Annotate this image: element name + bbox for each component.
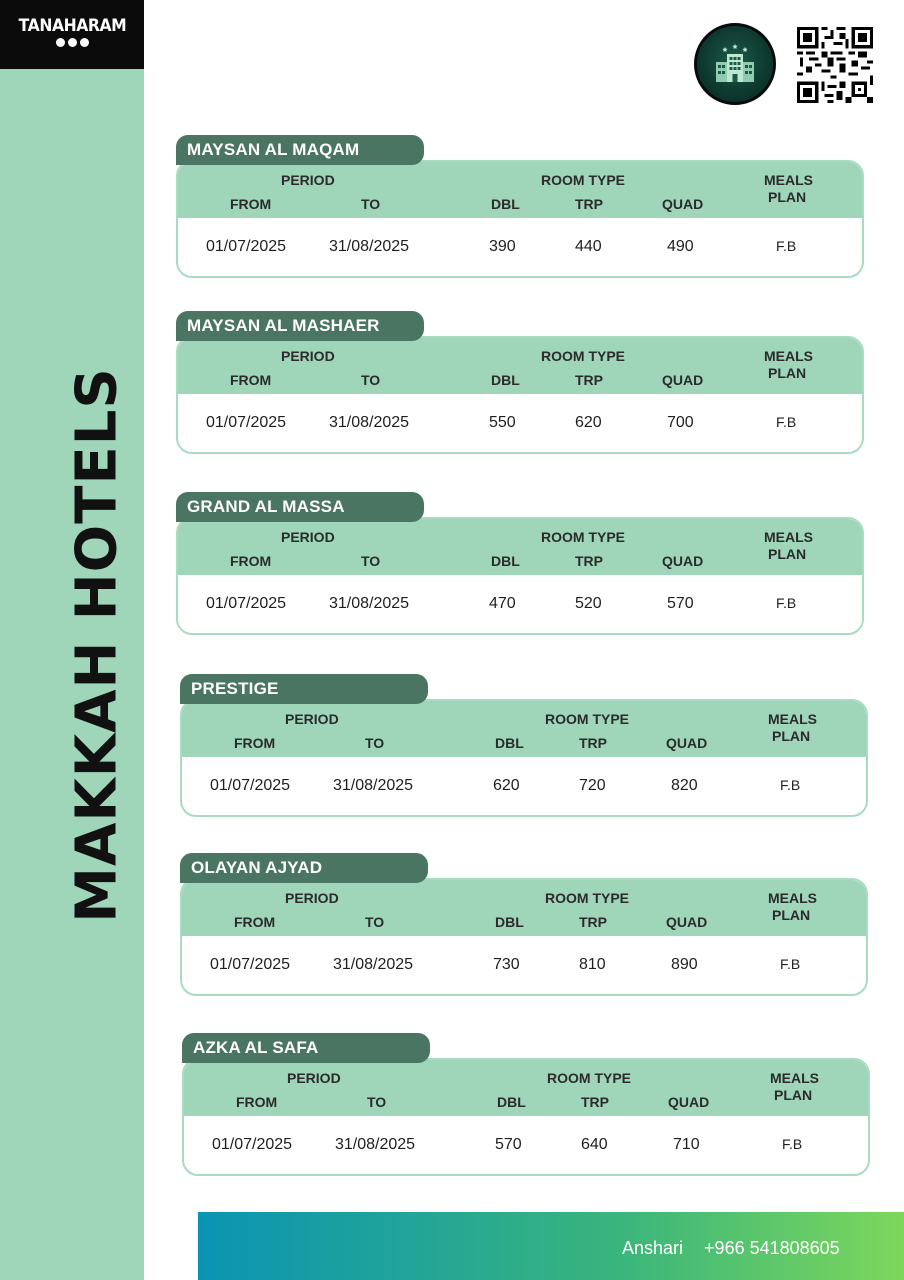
to-label: TO [367,1094,387,1110]
from-label: FROM [234,735,276,751]
to-label: TO [365,735,385,751]
dbl-price: 390 [489,238,516,255]
table-header [182,880,866,936]
meals-plan: F.B [776,595,797,611]
to-date: 31/08/2025 [335,1136,416,1153]
hotel-name: OLAYAN AJYAD [180,853,428,883]
quad-price: 890 [671,956,698,973]
plan-label: PLAN [768,365,807,381]
trp-price: 520 [575,595,602,612]
contact-phone: +966 541808605 [704,1238,840,1258]
trp-label: TRP [575,372,603,388]
rate-table [176,160,864,278]
dbl-label: DBL [491,553,520,569]
room-type-label: ROOM TYPE [541,348,626,364]
hotel-name: AZKA AL SAFA [182,1033,430,1063]
quad-label: QUAD [668,1094,710,1110]
dbl-label: DBL [491,372,520,388]
room-type-label: ROOM TYPE [547,1070,632,1086]
plan-label: PLAN [768,189,807,205]
period-label: PERIOD [281,529,335,545]
from-label: FROM [230,553,272,569]
to-label: TO [361,196,381,212]
plan-label: PLAN [772,907,811,923]
quad-price: 490 [667,238,694,255]
dbl-label: DBL [495,914,524,930]
plan-label: PLAN [768,546,807,562]
quad-label: QUAD [662,196,704,212]
meals-plan: F.B [780,956,801,972]
meals-label: MEALS [770,1070,819,1086]
trp-label: TRP [579,735,607,751]
rate-table [180,699,868,817]
quad-label: QUAD [662,553,704,569]
page-title: MAKKAH HOTELS [64,367,130,923]
meals-label: MEALS [764,348,813,364]
table-header [184,1060,868,1116]
table-header [178,162,862,218]
trp-label: TRP [575,196,603,212]
from-date: 01/07/2025 [206,595,287,612]
brand-logo [0,0,144,69]
table-header [182,701,866,757]
quad-price: 570 [667,595,694,612]
quad-price: 710 [673,1136,700,1153]
to-date: 31/08/2025 [329,595,410,612]
trp-price: 440 [575,238,602,255]
brand-name: TANAHARAM [18,16,126,36]
hotel-name: GRAND AL MASSA [176,492,424,522]
hotel-building-icon [694,23,776,105]
meals-label: MEALS [764,529,813,545]
from-label: FROM [230,372,272,388]
rate-table [182,1058,870,1176]
from-date: 01/07/2025 [212,1136,293,1153]
period-label: PERIOD [281,172,335,188]
meals-plan: F.B [776,238,797,254]
dbl-label: DBL [491,196,520,212]
quad-price: 820 [671,777,698,794]
dbl-price: 470 [489,595,516,612]
period-label: PERIOD [285,711,339,727]
to-label: TO [361,553,381,569]
trp-price: 810 [579,956,606,973]
from-date: 01/07/2025 [206,414,287,431]
from-date: 01/07/2025 [210,777,291,794]
footer-contact [622,1238,840,1259]
dbl-price: 570 [495,1136,522,1153]
to-label: TO [361,372,381,388]
from-label: FROM [234,914,276,930]
plan-label: PLAN [772,728,811,744]
meals-label: MEALS [768,711,817,727]
table-header [178,519,862,575]
qr-code-icon [797,27,873,103]
dbl-label: DBL [495,735,524,751]
meals-plan: F.B [776,414,797,430]
room-type-label: ROOM TYPE [541,172,626,188]
to-date: 31/08/2025 [333,777,414,794]
trp-label: TRP [575,553,603,569]
quad-label: QUAD [666,914,708,930]
room-type-label: ROOM TYPE [545,711,630,727]
room-type-label: ROOM TYPE [545,890,630,906]
to-date: 31/08/2025 [333,956,414,973]
period-label: PERIOD [287,1070,341,1086]
quad-label: QUAD [666,735,708,751]
from-label: FROM [230,196,272,212]
rate-table [176,336,864,454]
meals-plan: F.B [782,1136,803,1152]
dbl-label: DBL [497,1094,526,1110]
from-date: 01/07/2025 [206,238,287,255]
period-label: PERIOD [281,348,335,364]
brand-dots [0,38,144,47]
table-header [178,338,862,394]
hotel-name: MAYSAN AL MASHAER [176,311,424,341]
trp-price: 720 [579,777,606,794]
to-date: 31/08/2025 [329,238,410,255]
to-label: TO [365,914,385,930]
meals-plan: F.B [780,777,801,793]
plan-label: PLAN [774,1087,813,1103]
trp-price: 640 [581,1136,608,1153]
dbl-price: 620 [493,777,520,794]
quad-price: 700 [667,414,694,431]
trp-price: 620 [575,414,602,431]
period-label: PERIOD [285,890,339,906]
trp-label: TRP [579,914,607,930]
trp-label: TRP [581,1094,609,1110]
room-type-label: ROOM TYPE [541,529,626,545]
rate-table [176,517,864,635]
contact-name: Anshari [622,1238,684,1258]
hotel-name: PRESTIGE [180,674,428,704]
meals-label: MEALS [764,172,813,188]
quad-label: QUAD [662,372,704,388]
to-date: 31/08/2025 [329,414,410,431]
from-date: 01/07/2025 [210,956,291,973]
meals-label: MEALS [768,890,817,906]
dbl-price: 550 [489,414,516,431]
from-label: FROM [236,1094,278,1110]
dbl-price: 730 [493,956,520,973]
rate-table [180,878,868,996]
hotel-name: MAYSAN AL MAQAM [176,135,424,165]
